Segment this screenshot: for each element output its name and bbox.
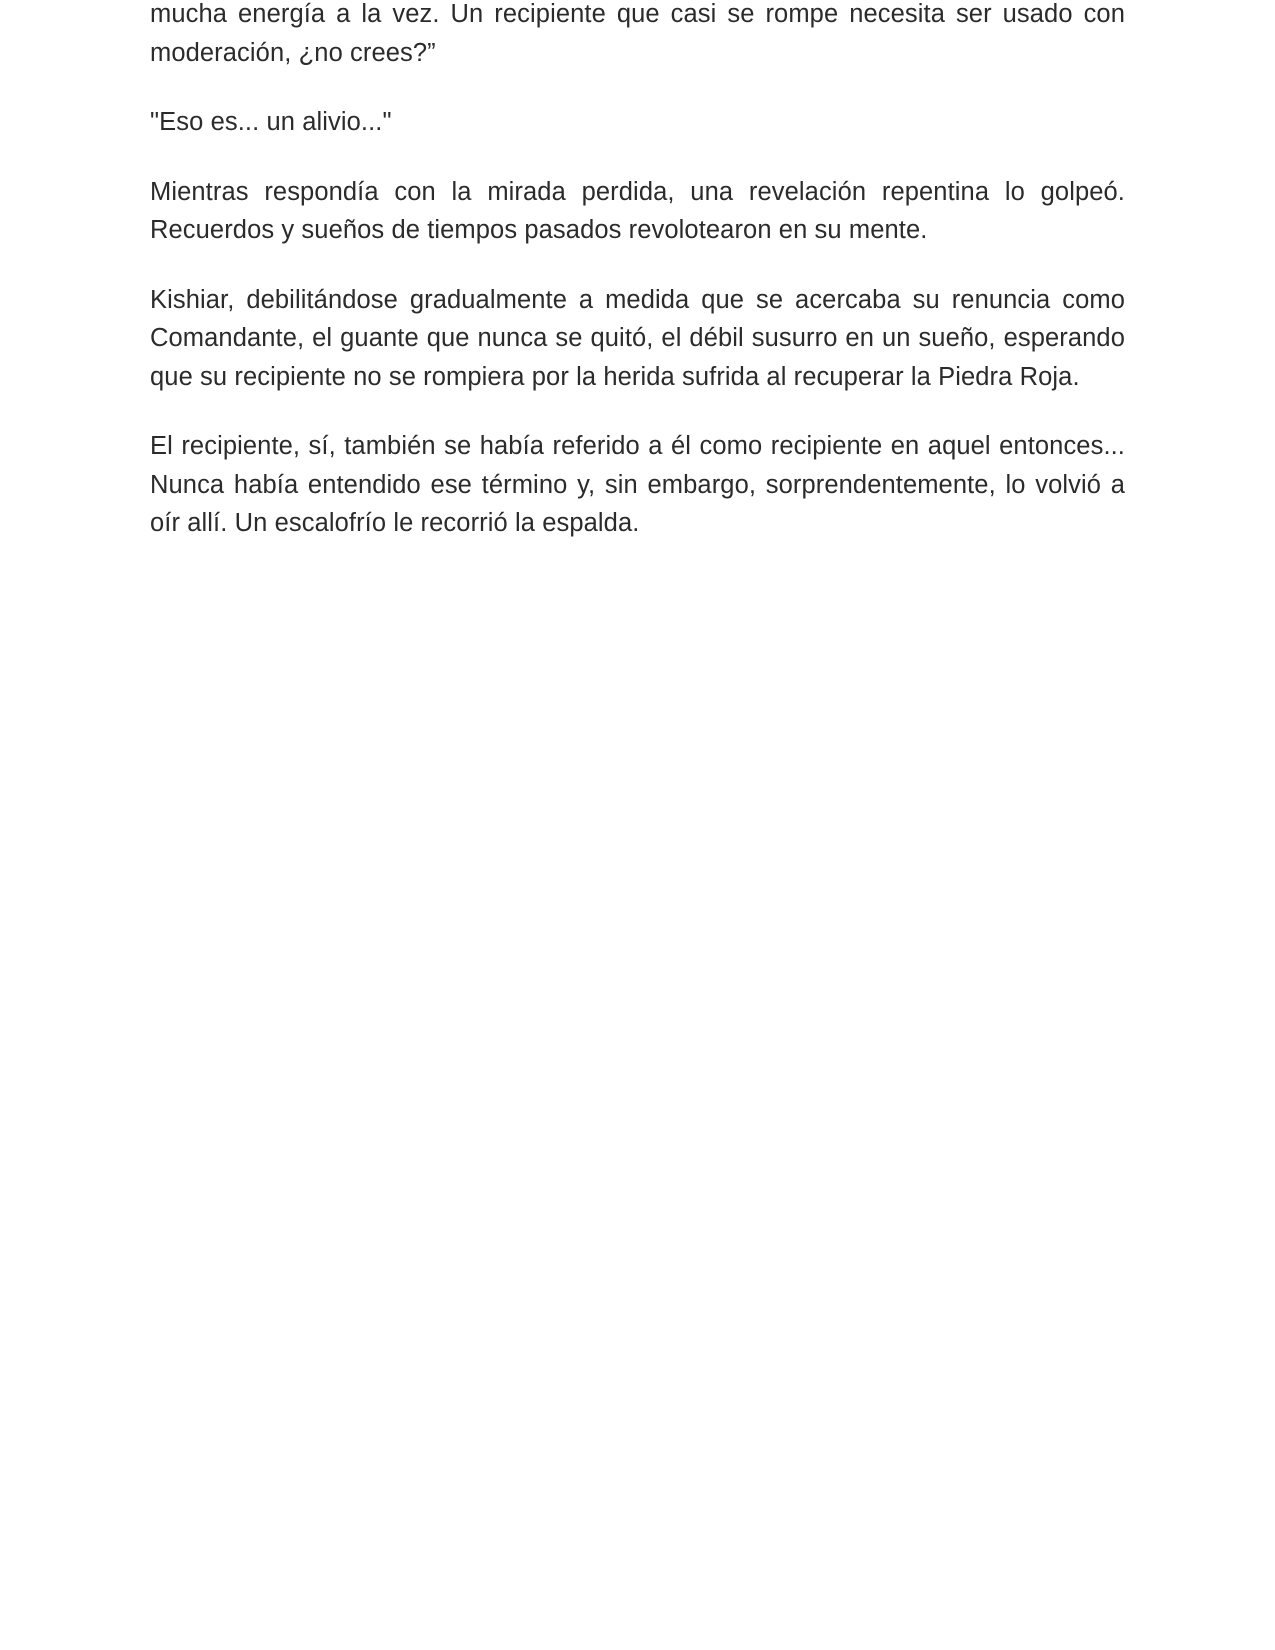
paragraph: mucha energía a la vez. Un recipiente que casi se rompe necesita ser usado con moderación, ¿no crees?” xyxy=(150,0,1125,67)
paragraph: Kishiar, debilitándose gradualmente a medida que se acercaba su renuncia como Comandante, el guante que nunca se quitó, el débil susurro en un sueño, esperando que su recipiente no se rompiera por la herida sufrida al recuperar la Piedra Roja. xyxy=(150,285,1125,391)
paragraph: "Eso es... un alivio..." xyxy=(150,108,392,136)
paragraph: El recipiente, sí, también se había referido a él como recipiente en aquel entonces... Nunca había entendido ese término y, sin embargo, sorprendentemente, lo volvió a oír allí. Un escalofrío le recorrió la espalda. xyxy=(150,432,1125,537)
paragraph: Mientras respondía con la mirada perdida, una revelación repentina lo golpeó. Recuerdos y sueños de tiempos pasados revolotearon en su mente. xyxy=(150,177,1125,244)
document-body xyxy=(150,0,1125,574)
